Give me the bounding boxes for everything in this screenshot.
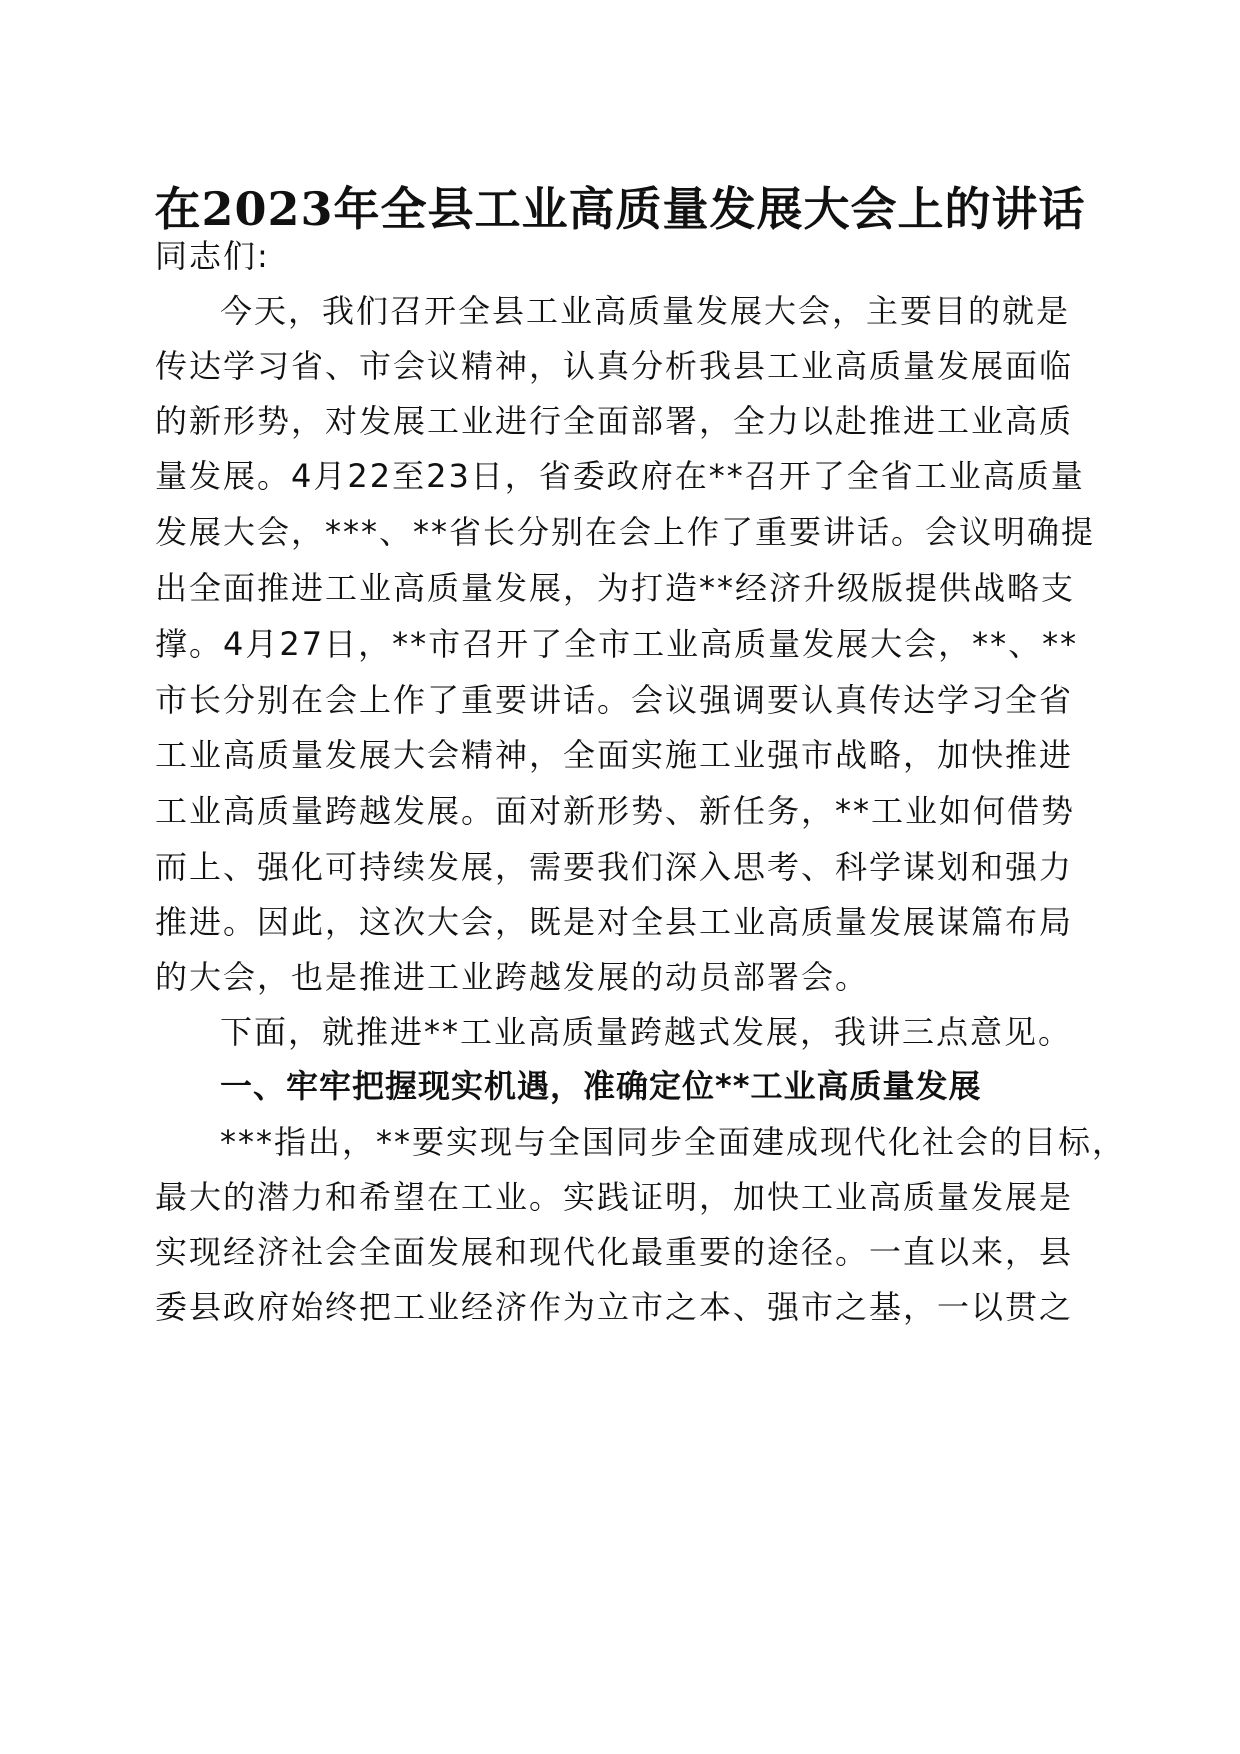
paragraph-line: 今天，我们召开全县工业高质量发展大会，主要目的就是	[220, 292, 1071, 330]
paragraph-line: 工业高质量跨越发展。面对新形势、新任务，**工业如何借势	[155, 792, 1076, 830]
paragraph-line: 发展大会，***、**省长分别在会上作了重要讲话。会议明确提	[155, 513, 1096, 551]
salutation: 同志们:	[155, 237, 270, 275]
paragraph-line: 市长分别在会上作了重要讲话。会议强调要认真传达学习全省	[155, 681, 1074, 719]
paragraph-line: 的大会，也是推进工业跨越发展的动员部署会。	[155, 958, 870, 996]
section-heading: 一、牢牢把握现实机遇，准确定位**工业高质量发展	[220, 1067, 982, 1105]
paragraph-line: 下面，就推进**工业高质量跨越式发展，我讲三点意见。	[220, 1013, 1073, 1051]
paragraph-line: 的新形势，对发展工业进行全面部署，全力以赴推进工业高质	[155, 402, 1074, 440]
paragraph-line: 传达学习省、市会议精神，认真分析我县工业高质量发展面临	[155, 347, 1074, 385]
paragraph-line: 出全面推进工业高质量发展，为打造**经济升级版提供战略支	[155, 569, 1076, 607]
paragraph-line: 而上、强化可持续发展，需要我们深入思考、科学谋划和强力	[155, 848, 1074, 886]
paragraph-line: 推进。因此，这次大会，既是对全县工业高质量发展谋篇布局	[155, 903, 1074, 941]
paragraph-line: ***指出，**要实现与全国同步全面建成现代化社会的目标，	[220, 1123, 1127, 1161]
paragraph-line: 撑。4月27日，**市召开了全市工业高质量发展大会，**、**	[155, 625, 1079, 663]
paragraph-line: 工业高质量发展大会精神，全面实施工业强市战略，加快推进	[155, 736, 1074, 774]
paragraph-line: 实现经济社会全面发展和现代化最重要的途径。一直以来，县	[155, 1233, 1074, 1271]
paragraph-line: 量发展。4月22至23日，省委政府在**召开了全省工业高质量	[155, 457, 1085, 495]
document-title: 在2023年全县工业高质量发展大会上的讲话	[154, 182, 1086, 236]
paragraph-line: 委县政府始终把工业经济作为立市之本、强市之基，一以贯之	[155, 1288, 1074, 1326]
paragraph-line: 最大的潜力和希望在工业。实践证明，加快工业高质量发展是	[155, 1178, 1074, 1216]
